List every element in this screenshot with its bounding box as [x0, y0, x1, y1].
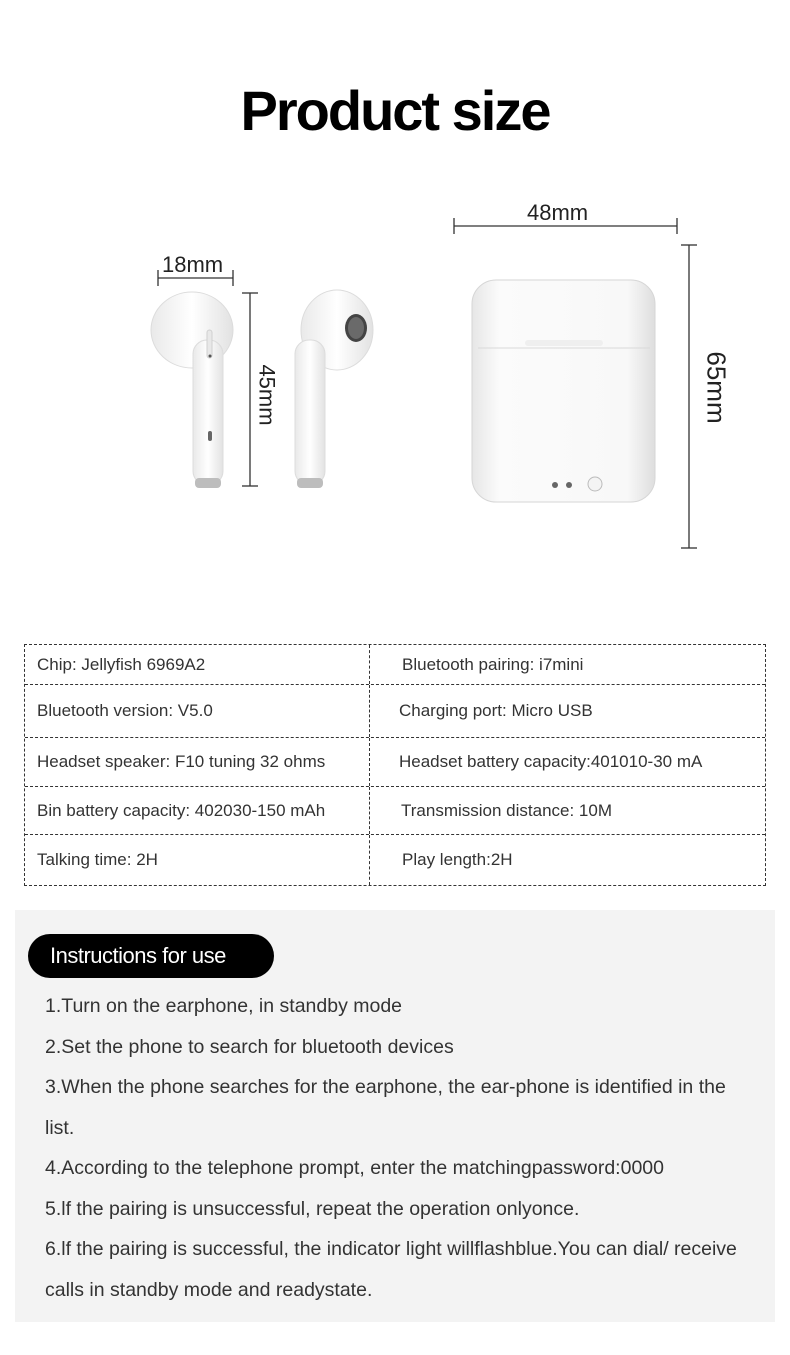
- table-row: [25, 738, 765, 787]
- specs-table: [24, 644, 766, 886]
- charging-case-image: [472, 280, 655, 502]
- spec-talking-time: Talking time: 2H: [25, 835, 370, 885]
- list-item: 5.lf the pairing is unsuccessful, repeat the operation onlyonce.: [45, 1197, 580, 1220]
- list-item: 4.According to the telephone prompt, enter the matchingpassword:0000: [45, 1157, 664, 1179]
- instructions-panel: [15, 910, 775, 1322]
- table-row: [25, 787, 765, 835]
- earbud-width-label: 18mm: [162, 252, 224, 277]
- case-width-label: 48mm: [527, 200, 589, 225]
- spec-bluetooth-version: Bluetooth version: V5.0: [25, 685, 370, 737]
- case-height-label: 65mm: [701, 351, 732, 424]
- spec-headset-battery: Headset battery capacity:401010-30 mA: [399, 752, 703, 771]
- spec-play-length: Play length:2H: [402, 850, 513, 869]
- spec-bluetooth-pairing: Bluetooth pairing: i7mini: [402, 654, 584, 674]
- spec-bin-battery: Bin battery capacity: 402030-150 mAh: [25, 787, 370, 834]
- list-item: 3.When the phone searches for the earphone, the ear-phone is identified in the list.: [45, 1076, 726, 1139]
- spec-charging-port: Charging port: Micro USB: [399, 701, 593, 720]
- instructions-heading: Instructions for use: [28, 934, 274, 978]
- instructions-list: [45, 986, 755, 1310]
- list-item: 6.lf the pairing is successful, the indicator light willflashblue.You can dial/ receive calls in standby mode and readystate.: [45, 1238, 737, 1301]
- table-row: [25, 835, 765, 885]
- spec-headset-speaker: Headset speaker: F10 tuning 32 ohms: [25, 738, 370, 786]
- spec-transmission-distance: Transmission distance: 10M: [401, 800, 613, 820]
- table-row: [25, 645, 765, 685]
- earbud-front-image: [151, 292, 233, 488]
- earbud-side-image: [295, 290, 373, 488]
- table-row: [25, 685, 765, 738]
- list-item: 2.Set the phone to search for bluetooth devices: [45, 1035, 454, 1058]
- product-illustration: [0, 0, 790, 600]
- list-item: 1.Turn on the earphone, in standby mode: [45, 995, 403, 1017]
- spec-chip: Chip: Jellyfish 6969A2: [25, 645, 370, 684]
- earbud-height-label: 45mm: [254, 364, 280, 426]
- page-title: Product size: [240, 79, 550, 142]
